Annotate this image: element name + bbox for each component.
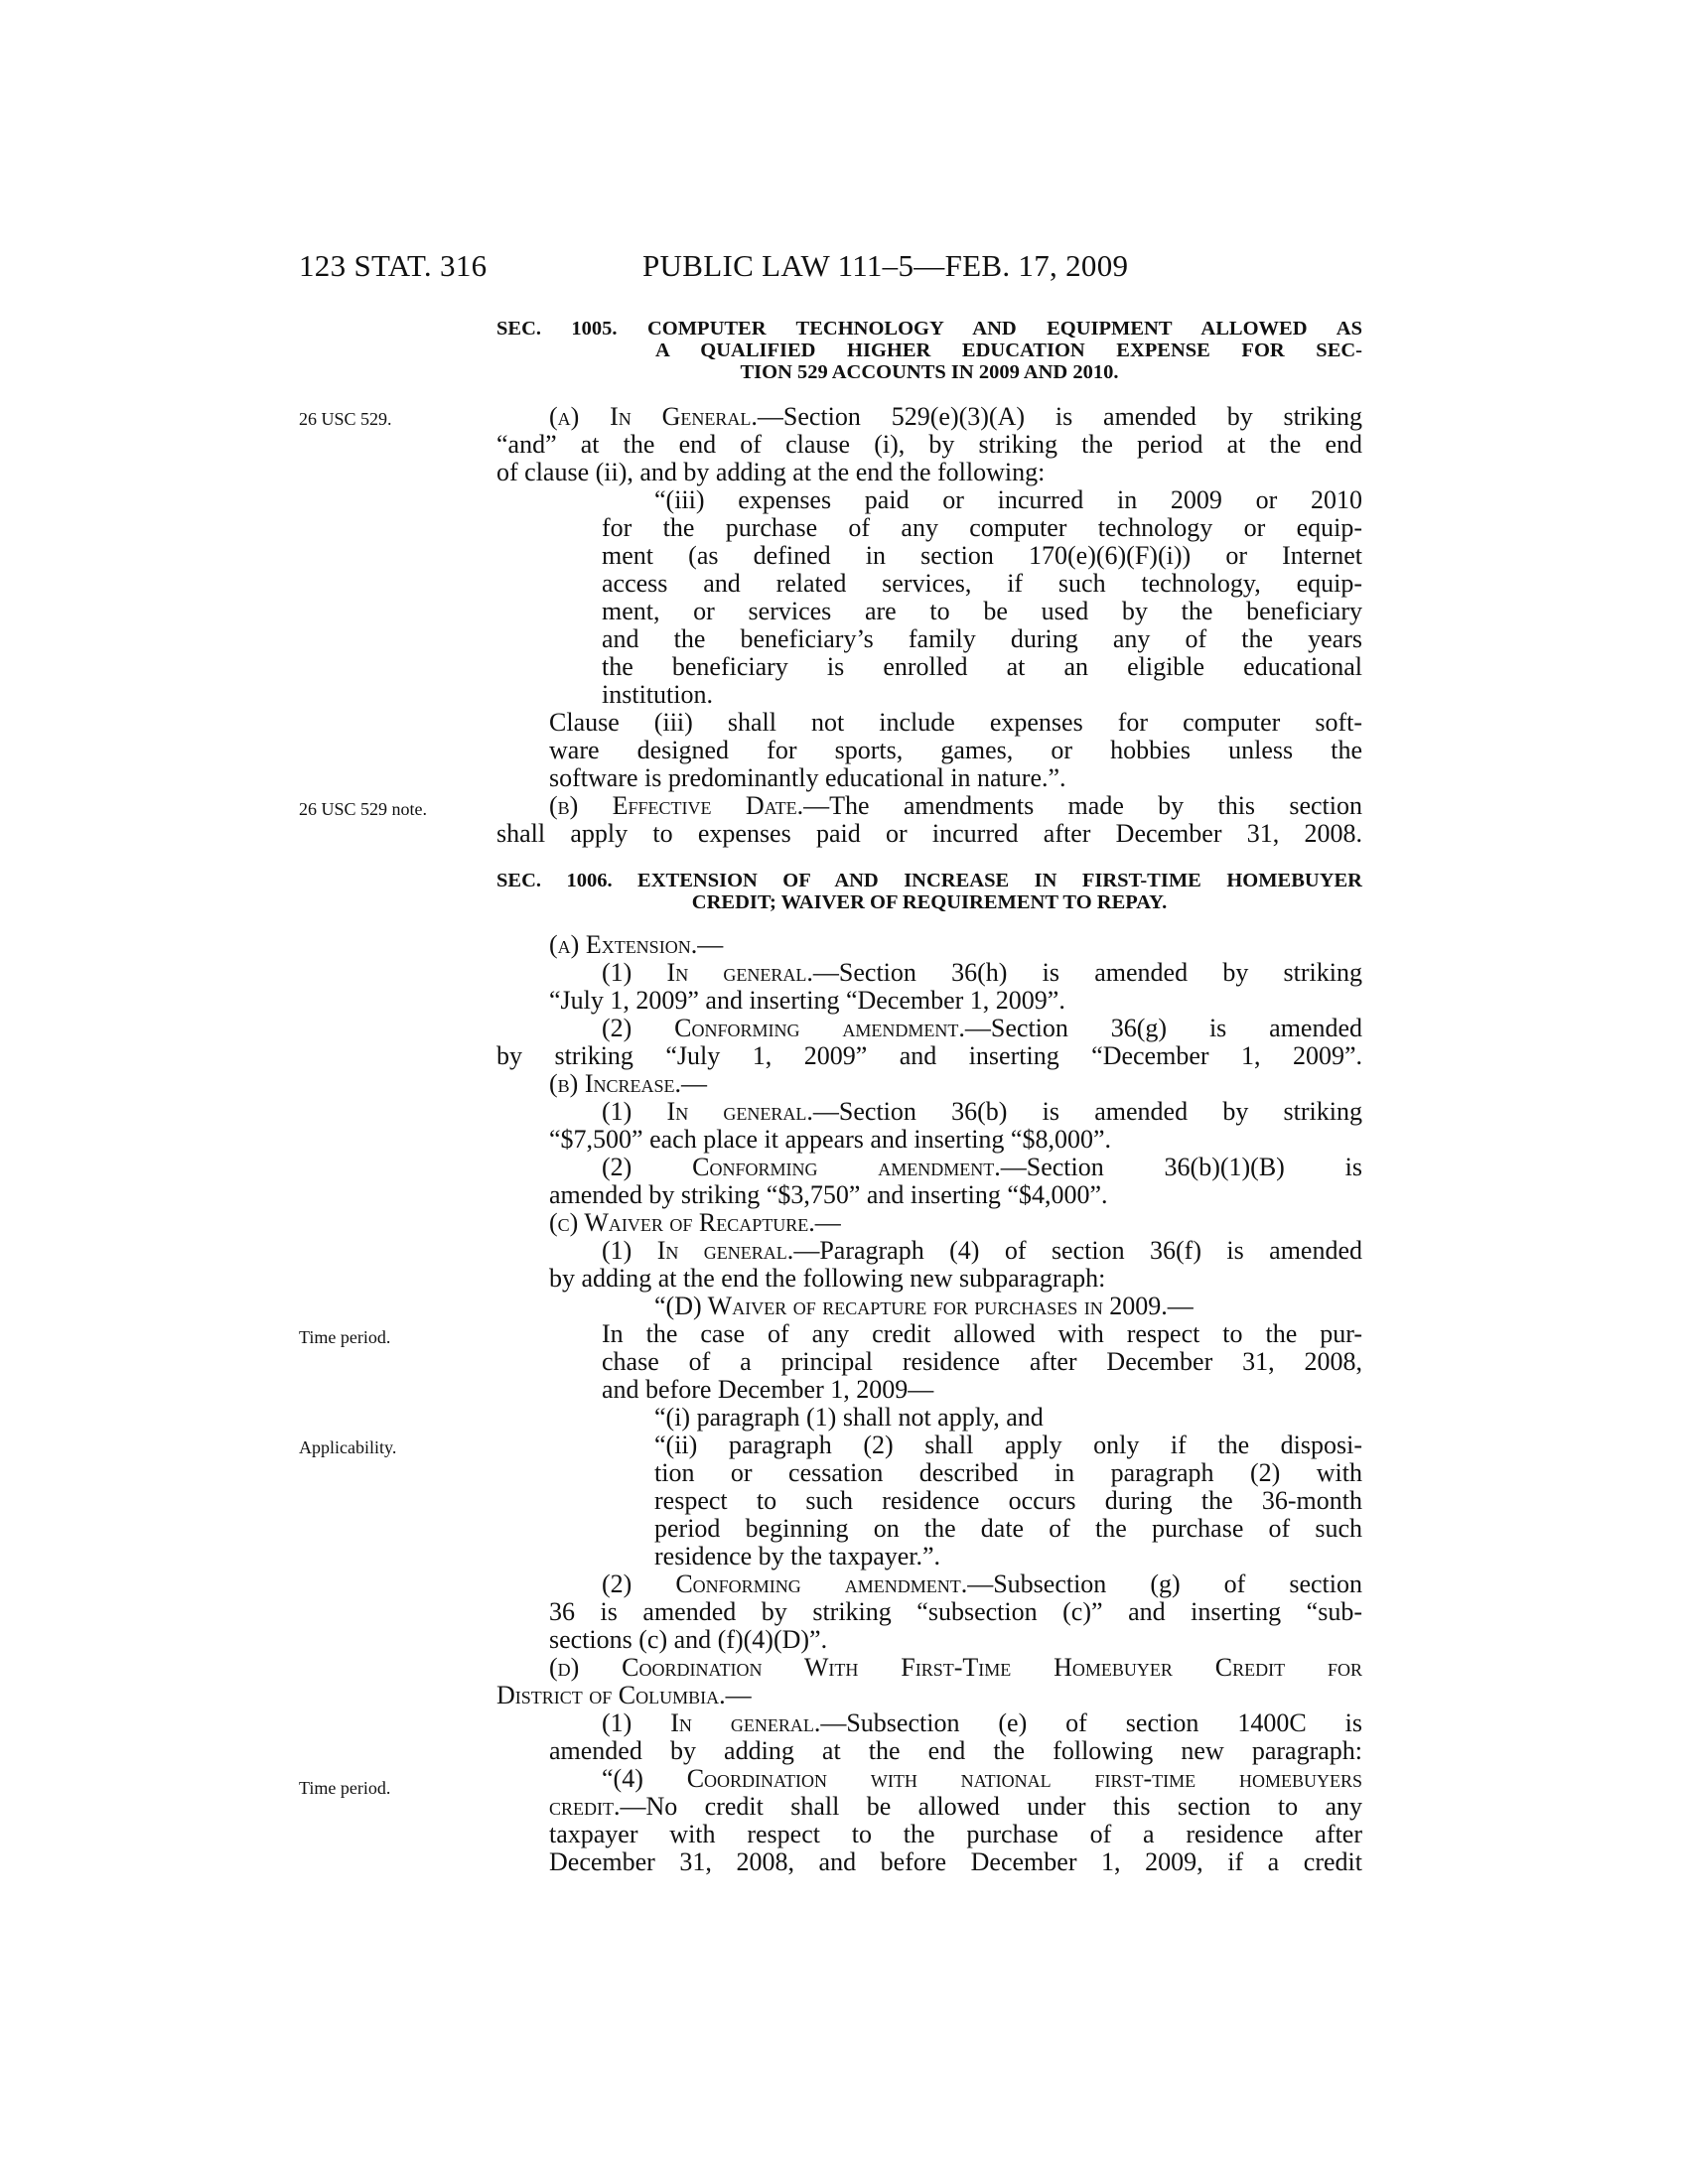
- text-line: “and” at the end of clause (i), by striking the period at the end: [496, 430, 1362, 459]
- text-line: software is predominantly educational in nature.”.: [549, 763, 1066, 792]
- text-line: period beginning on the date of the purchase of such: [654, 1514, 1362, 1543]
- text-line: 36 is amended by striking “subsection (c)” and inserting “sub-: [549, 1597, 1362, 1626]
- stat-page-number: 123 STAT. 316: [299, 248, 488, 283]
- section-title-line: TION 529 ACCOUNTS IN 2009 AND 2010.: [740, 361, 1119, 383]
- text-line: “(4) Coordination with national first-time homebuyers: [602, 1764, 1362, 1793]
- text-line: (b) Effective Date.—The amendments made by this section: [549, 791, 1362, 820]
- text-line: ment, or services are to be used by the beneficiary: [602, 597, 1362, 625]
- text-line: (c) Waiver of Recapture.—: [549, 1208, 841, 1237]
- text-line: taxpayer with respect to the purchase of a residence after: [549, 1820, 1362, 1848]
- margin-note: Time period.: [299, 1778, 391, 1798]
- text-line: (1) In general.—Section 36(h) is amended by striking: [602, 958, 1362, 987]
- section-1006-title: [496, 870, 1362, 913]
- text-line: (1) In general.—Paragraph (4) of section 36(f) is amended: [602, 1236, 1362, 1265]
- margin-note: Applicability.: [299, 1437, 397, 1457]
- text-line: In the case of any credit allowed with respect to the pur-: [602, 1319, 1362, 1348]
- running-header: PUBLIC LAW 111–5—FEB. 17, 2009: [642, 248, 1129, 283]
- text-line: the beneficiary is enrolled at an eligible educational: [602, 652, 1362, 681]
- text-line: ware designed for sports, games, or hobbies unless the: [549, 736, 1362, 764]
- text-line: (2) Conforming amendment.—Subsection (g) of section: [602, 1570, 1362, 1598]
- section-1005-title: [496, 318, 1362, 383]
- text-line: (a) Extension.—: [549, 930, 724, 959]
- text-line: (2) Conforming amendment.—Section 36(b)(1)(B) is: [602, 1153, 1362, 1181]
- text-line: for the purchase of any computer technology or equip-: [602, 513, 1362, 542]
- text-line: “(D) Waiver of recapture for purchases in 2009.—: [654, 1292, 1194, 1320]
- text-line: residence by the taxpayer.”.: [654, 1542, 941, 1570]
- margin-note: 26 USC 529.: [299, 409, 392, 429]
- text-line: “$7,500” each place it appears and inserting “$8,000”.: [549, 1125, 1111, 1154]
- text-line: District of Columbia.—: [496, 1681, 752, 1709]
- text-line: amended by striking “$3,750” and inserting “$4,000”.: [549, 1180, 1108, 1209]
- text-line: “July 1, 2009” and inserting “December 1, 2009”.: [549, 986, 1065, 1015]
- section-title-line: CREDIT; WAIVER OF REQUIREMENT TO REPAY.: [691, 891, 1168, 913]
- section-title-line: SEC. 1006. EXTENSION OF AND INCREASE IN FIRST-TIME HOMEBUYER: [496, 870, 1362, 891]
- text-line: “(iii) expenses paid or incurred in 2009 or 2010: [654, 485, 1362, 514]
- text-line: (d) Coordination With First-Time Homebuyer Credit for: [549, 1653, 1362, 1682]
- text-line: ment (as defined in section 170(e)(6)(F)(i)) or Internet: [602, 541, 1362, 570]
- text-line: respect to such residence occurs during the 36-month: [654, 1486, 1362, 1515]
- text-line: and the beneficiary’s family during any of the years: [602, 624, 1362, 653]
- text-line: Clause (iii) shall not include expenses for computer soft-: [549, 708, 1362, 737]
- text-line: (b) Increase.—: [549, 1069, 707, 1098]
- text-line: (2) Conforming amendment.—Section 36(g) is amended: [602, 1014, 1362, 1042]
- text-line: amended by adding at the end the following new paragraph:: [549, 1736, 1362, 1765]
- text-line: sections (c) and (f)(4)(D)”.: [549, 1625, 828, 1654]
- margin-note: Time period.: [299, 1327, 391, 1347]
- text-line: and before December 1, 2009—: [602, 1375, 934, 1404]
- accessible-text-mirror: [0, 0, 1, 1]
- text-line: (1) In general.—Subsection (e) of section 1400C is: [602, 1708, 1362, 1737]
- text-line: access and related services, if such technology, equip-: [602, 569, 1362, 598]
- text-line: December 31, 2008, and before December 1, 2009, if a credit: [549, 1847, 1362, 1876]
- text-line: “(ii) paragraph (2) shall apply only if the disposi-: [654, 1431, 1362, 1459]
- text-line: [0, 0, 1, 1]
- section-title-line: SEC. 1005. COMPUTER TECHNOLOGY AND EQUIPMENT ALLOWED AS: [496, 318, 1362, 340]
- text-line: (a) In General.—Section 529(e)(3)(A) is amended by striking: [549, 402, 1362, 431]
- margin-note: 26 USC 529 note.: [299, 799, 428, 819]
- text-line: “(i) paragraph (1) shall not apply, and: [654, 1403, 1044, 1432]
- text-line: tion or cessation described in paragraph (2) with: [654, 1458, 1362, 1487]
- text-line: by striking “July 1, 2009” and inserting “December 1, 2009”.: [496, 1041, 1362, 1070]
- text-line: shall apply to expenses paid or incurred after December 31, 2008.: [496, 819, 1362, 848]
- text-line: institution.: [602, 680, 713, 709]
- text-line: by adding at the end the following new subparagraph:: [549, 1264, 1106, 1293]
- text-line: chase of a principal residence after December 31, 2008,: [602, 1347, 1362, 1376]
- text-line: credit.—No credit shall be allowed under this section to any: [549, 1792, 1362, 1821]
- text-line: of clause (ii), and by adding at the end the following:: [496, 458, 1046, 486]
- text-line: (1) In general.—Section 36(b) is amended by striking: [602, 1097, 1362, 1126]
- section-title-line: A QUALIFIED HIGHER EDUCATION EXPENSE FOR SEC-: [655, 340, 1362, 361]
